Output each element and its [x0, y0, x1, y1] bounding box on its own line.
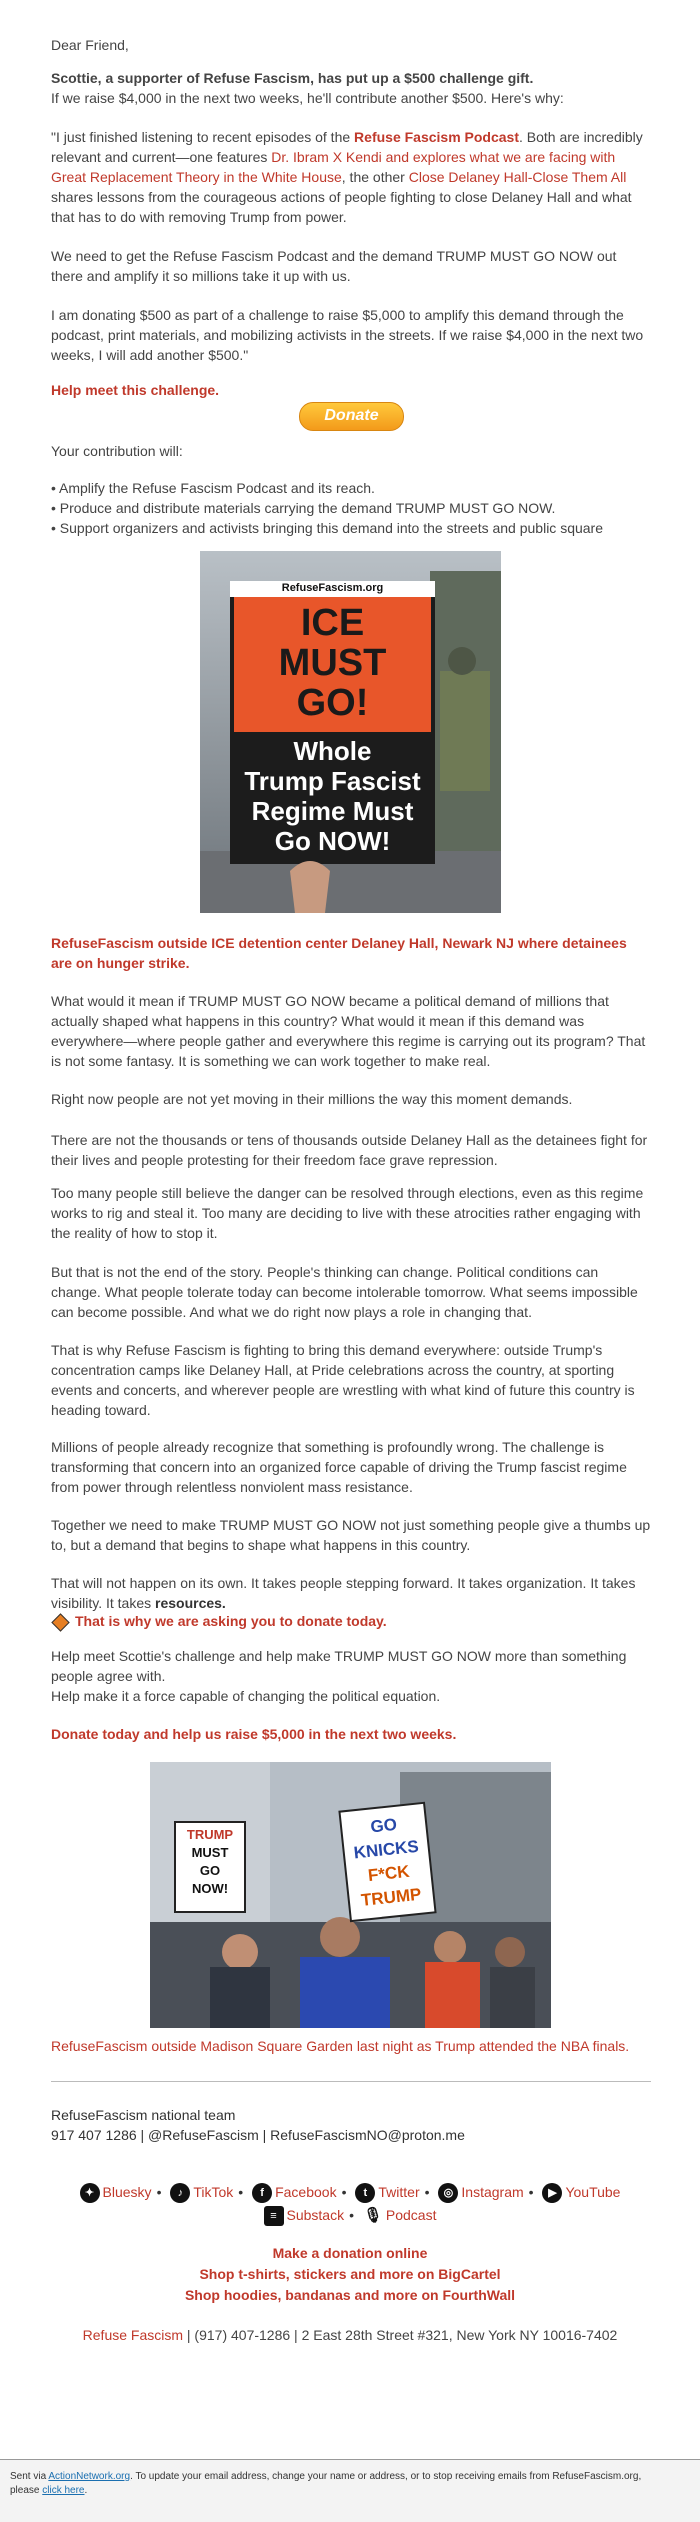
tiktok-icon: ♪ [170, 2183, 190, 2203]
youtube-link[interactable]: ▶ YouTube [542, 2184, 620, 2200]
body-paragraph: Millions of people already recognize that something is profoundly wrong. The challenge is transforming that concern into an organized force capable of driving the Trump fascist regime from power through relentless nonviolent mass resistance. [51, 1439, 627, 1495]
photo-caption-2: RefuseFascism outside Madison Square Garden last night as Trump attended the NBA finals. [51, 2038, 630, 2054]
body-paragraph: That is why Refuse Fascism is fighting to bring this demand everywhere: outside Trump's concentration camps like Delaney Hall, at Pride celebrations across the country, at sporting events and concerts, and wherever people are wrestling with what kind of future this country is heading toward. [51, 1342, 635, 1418]
contribution-item: • Amplify the Refuse Fascism Podcast and its reach. [51, 480, 375, 496]
podcast-link[interactable]: Refuse Fascism Podcast [354, 129, 520, 145]
bluesky-icon: ✦ [80, 2183, 100, 2203]
twitter-icon: t [355, 2183, 375, 2203]
sign-top-text: ICE MUST GO! [278, 602, 387, 724]
meet-challenge-text: Help meet this challenge. [51, 382, 220, 398]
actionnetwork-link[interactable]: ActionNetwork.org [48, 2471, 131, 2482]
sign-bottom-text: Whole Trump Fascist Regime Must Go NOW! [244, 736, 421, 856]
instagram-link[interactable]: ◎ Instagram [438, 2184, 523, 2200]
signature-team: RefuseFascism national team [51, 2107, 236, 2123]
contribution-item: • Produce and distribute materials carrying the demand TRUMP MUST GO NOW. [51, 500, 556, 516]
ice-must-go-photo [200, 551, 501, 913]
podcast-link-footer[interactable]: 🎙 Podcast [363, 2206, 437, 2224]
legal-text: Sent via ActionNetwork.org. To update your email address, change your name or address, or to stop receiving emails from RefuseFascism.org, please click here. [10, 2471, 642, 2496]
body-paragraph: Together we need to make TRUMP MUST GO NOW not just something people give a thumbs up to, but a demand that begins to shape what happens in this country. [51, 1517, 651, 1553]
photo-caption-1: RefuseFascism outside ICE detention center Delaney Hall, Newark NJ where detainees are on hunger strike. [51, 935, 627, 971]
donate-button[interactable]: Donate [299, 402, 404, 431]
help-line: Help make it a force capable of changing the political equation. [51, 1688, 441, 1704]
kendi-episode-link[interactable]: Dr. Ibram X Kendi and explores what we are facing with Great Replacement Theory in the White House [51, 149, 616, 185]
protest-sign-left-text: TRUMP MUST GO NOW! [186, 1827, 234, 1896]
donate-today-text: Donate today and help us raise $5,000 in the next two weeks. [51, 1726, 457, 1742]
challenge-headline: Scottie, a supporter of Refuse Fascism, has put up a $500 challenge gift. [51, 70, 534, 86]
facebook-icon: f [252, 2183, 272, 2203]
footer-links [0, 2243, 700, 2306]
org-address: Refuse Fascism | (917) 407-1286 | 2 East 28th Street #321, New York NY 10016-7402 [82, 2327, 618, 2343]
greeting: Dear Friend, [51, 37, 129, 53]
divider [51, 2081, 651, 2082]
protest-sign-right-text: GO KNICKS F*CK TRUMP [352, 1814, 423, 1910]
resources-paragraph: That will not happen on its own. It takes people stepping forward. It takes organization. It takes visibility. It takes resources. [51, 1575, 636, 1611]
quote-paragraph-3: I am donating $500 as part of a challenge to raise $5,000 to amplify this demand through the podcast, print materials, and mobilizing activists in the streets. If we raise $4,000 in the next two weeks, I will add another $500." [51, 307, 644, 363]
refuse-fascism-link[interactable]: Refuse Fascism [82, 2327, 184, 2343]
substack-link[interactable]: ≡ Substack [264, 2207, 345, 2223]
bluesky-link[interactable]: ✦ Bluesky [80, 2184, 152, 2200]
legal-footer [0, 2459, 700, 2522]
diamond-icon [51, 1613, 69, 1631]
body-paragraph: Too many people still believe the danger can be resolved through elections, even as this regime works to rig and steal it. Too many are deciding to live with these atrocities rather engaging with the reality of how to stop it. [51, 1185, 644, 1241]
instagram-icon: ◎ [438, 2183, 458, 2203]
help-line: Help meet Scottie's challenge and help make TRUMP MUST GO NOW more than something people agree with. [51, 1648, 627, 1684]
body-paragraph: What would it mean if TRUMP MUST GO NOW became a political demand of millions that actually shaped what happens in this country? What would it mean if this demand was everywhere—where people gather and everywhere this regime is carrying out its program? That is not some fantasy. It is something we can work together to make real. [51, 993, 646, 1069]
contribution-heading: Your contribution will: [51, 443, 183, 459]
donation-online-link[interactable]: Make a donation online [272, 2245, 428, 2261]
tiktok-link[interactable]: ♪ TikTok [170, 2184, 233, 2200]
fourthwall-shop-link[interactable]: Shop hoodies, bandanas and more on FourthWall [184, 2287, 516, 2303]
body-paragraph: Right now people are not yet moving in their millions the way this moment demands. [51, 1091, 573, 1107]
social-links-row-1: ✦ Bluesky • ♪ TikTok • f Facebook • t Twitter • ◎ Instagram • ▶ YouTube [0, 2183, 700, 2203]
challenge-subline: If we raise $4,000 in the next two weeks, he'll contribute another $500. Here's why: [51, 90, 564, 106]
ask-line: That is why we are asking you to donate today. [51, 1611, 651, 1631]
sign-site-text: RefuseFascism.org [281, 582, 384, 594]
social-links-row-2: ≡ Substack • 🎙 Podcast [0, 2206, 700, 2226]
quote-paragraph-1: "I just finished listening to recent episodes of the Refuse Fascism Podcast. Both are incredibly relevant and current—one features Dr. Ibram X Kendi and explores what we are facing with Great Replacement Theory in the White House, the other Close Delaney Hall-Close Them All shares lessons from the courageous actions of people fighting to close Delaney Hall and what that has to do with removing Trump from power. [51, 129, 643, 225]
unsubscribe-link[interactable]: click here [42, 2485, 85, 2496]
contribution-item: • Support organizers and activists bringing this demand into the streets and public square [51, 520, 603, 536]
twitter-link[interactable]: t Twitter [355, 2184, 419, 2200]
quote-paragraph-2: We need to get the Refuse Fascism Podcast and the demand TRUMP MUST GO NOW out there and amplify it so millions take it up with us. [51, 248, 617, 284]
msg-protest-photo [150, 1762, 551, 2028]
signature-contact: 917 407 1286 | @RefuseFascism | RefuseFascismNO@proton.me [51, 2127, 465, 2143]
body-paragraph: But that is not the end of the story. People's thinking can change. Political conditions can change. What people tolerate today can become intolerable tomorrow. What seems impossible can become possible. And what we do right now plays a role in changing that. [51, 1264, 638, 1320]
bigcartel-shop-link[interactable]: Shop t-shirts, stickers and more on BigCartel [199, 2266, 501, 2282]
microphone-icon: 🎙 [363, 2207, 383, 2224]
facebook-link[interactable]: f Facebook [252, 2184, 336, 2200]
substack-icon: ≡ [264, 2206, 284, 2226]
delaney-episode-link[interactable]: Close Delaney Hall-Close Them All [408, 169, 627, 185]
youtube-icon: ▶ [542, 2183, 562, 2203]
body-paragraph: There are not the thousands or tens of thousands outside Delaney Hall as the detainees fight for their lives and people protesting for their freedom face grave repression. [51, 1132, 648, 1168]
